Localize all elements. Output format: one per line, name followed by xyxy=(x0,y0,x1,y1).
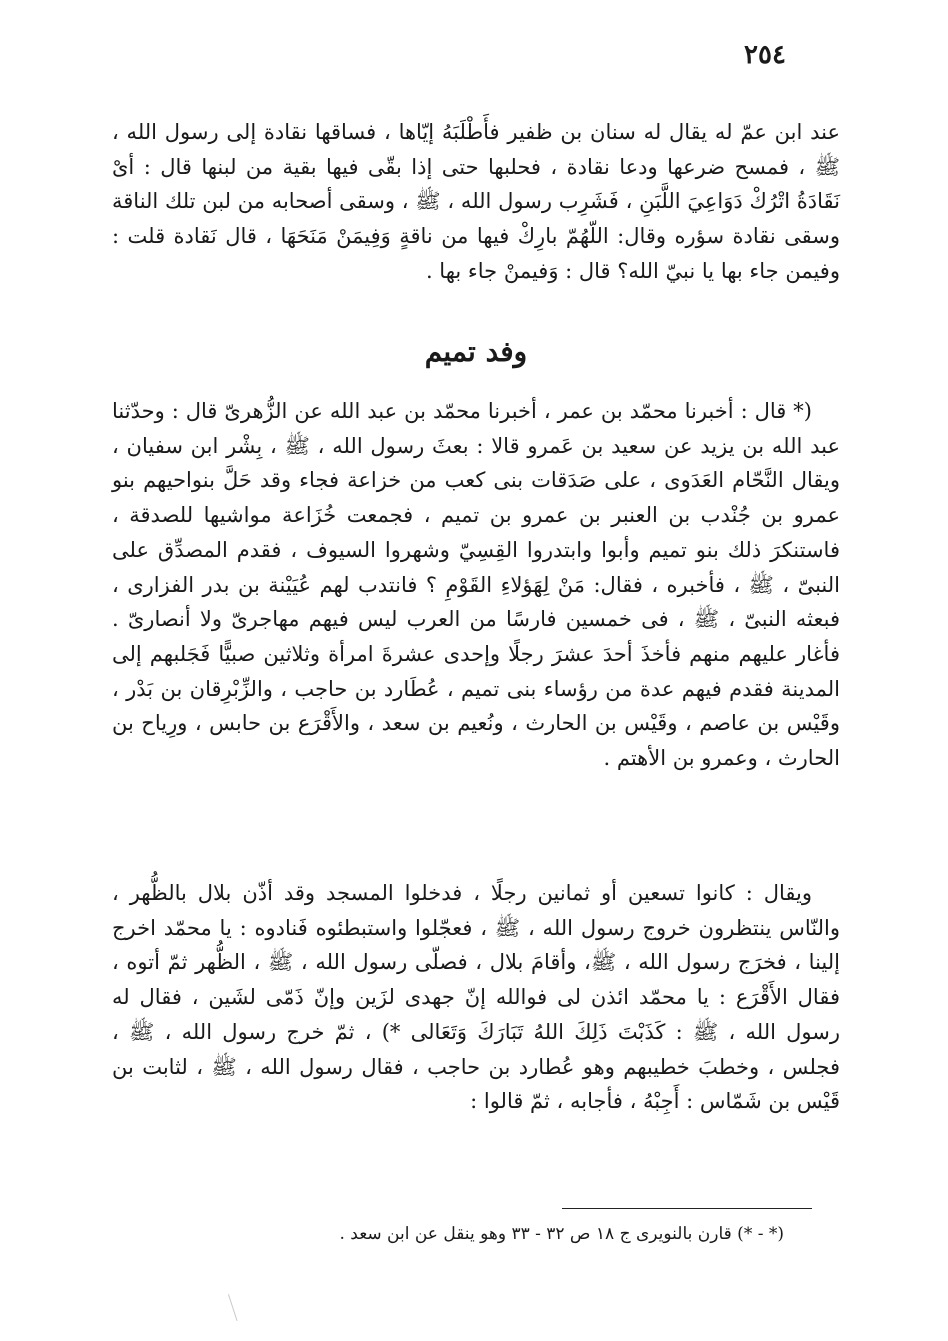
paragraph-delegation-account: (* قال : أخبرنا محمّد بن عمر ، أخبرنا محمّد بن عبد الله عن الزُّهرىّ قال : وحدّثنا عبد الله بن يزيد عن سعيد بن عَمرو قالا : بعثَ رسول الله ، ﷺ ، بِشْر ابن سفيان ، ويقال النَّحّام العَدَوى ، على صَدَقات بنى كعب من خزاعة فجاء وقد حَلَّ بنواحيهم بنو عمرو بن جُنْدب بن العنبر بن عمرو بن تميم ، فجمعت خُزَاعة مواشيها للصدقة ، فاستنكرَ ذلك بنو تميم وأبوا وابتدروا القِسِيّ وشهروا السيوف ، فقدم المصدِّق على النبىّ ، ﷺ ، فأخبره ، فقال: مَنْ لِهَؤلاءِ القَوْمِ ؟ فانتدب لهم عُيَيْنة بن بدر الفزارى ، فبعثه النبىّ ، ﷺ ، فى خمسين فارسًا من العرب ليس فيهم مهاجرىّ ولا أنصارىّ . فأغار عليهم منهم فأخذَ أحدَ عشرَ رجلًا وإحدى عشرةَ امرأة وثلاثين صبيًّا فَجَلبهم إلى المدينة فقدم فيهم عدة من رؤساء بنى تميم ، عُطَارد بن حاجب ، والزِّبْرِقان بن بَدْر ، وقَيْس بن عاصم ، وقَيْس بن الحارث ، ونُعيم بن سعد ، والأَقْرَع بن حابس ، ورِياح بن الحارث ، وعمرو بن الأهتم . xyxy=(112,399,840,771)
paragraph-mosque-account: ويقال : كانوا تسعين أو ثمانين رجلًا ، فدخلوا المسجد وقد أذّن بلال بالظُّهر ، والنّاس ينتظرون خروج رسول الله ، ﷺ ، فعجّلوا واستبطئوه فَنادوه : يا محمّد اخرج إلينا ، فخرَج رسول الله ، ﷺ، وأقامَ بلال ، فصلّى رسول الله ، ﷺ ، الظُّهر ثمّ أتوه ، فقال الأَقْرَع : يا محمّد ائذن لى فوالله إنّ جهدى لزَين وإنّ ذَمّى لشَين ، فقال له رسول الله ، ﷺ : كَذَبْتَ ذَلِكَ اللهُ تَبَارَكَ وَتَعَالى *) ، ثمّ خرج رسول الله ، ﷺ ، فجلس ، وخطبَ خطيبهم وهو عُطارد بن حاجب ، فقال رسول الله ، ﷺ ، لثابت بن قَيْس بن شَمّاس : أَجِبْهُ ، فأجابه ، ثمّ قالوا : xyxy=(112,881,840,1114)
footnote: (* - *) قارن بالنويرى ج ١٨ ص ٣٢ - ٣٣ وهو ينقل عن ابن سعد . xyxy=(339,1224,784,1244)
paragraph-opening: عند ابن عمّ له يقال له سنان بن ظفير فأَطْلَبَهُ إيّاها ، فساقها نقادة إلى رسول الله ، ﷺ ، فمسح ضرعها ودعا نقادة ، فحلبها حتى إذا بقّى فيها بقية من لبنها قال : أىْ نَقَادَةُ اتْرُكْ دَوَاعِيَ اللَّبَنِ ، فَشَرِب رسول الله ، ﷺ ، وسقى أصحابه من لبن تلك الناقة وسقى نقادة سؤره وقال: اللّهُمّ بارِكْ فيها من ناقةٍ وَفِيمَنْ مَنَحَهَا ، قال نَقادة قلت : وفيمن جاء بها يا نبيّ الله؟ قال : وَفيمنْ جاء بها . xyxy=(112,120,840,283)
scan-artifact xyxy=(228,1291,247,1321)
page-number: ٢٥٤ xyxy=(744,40,786,70)
section-heading: وفد تميم xyxy=(424,335,528,368)
footnote-divider xyxy=(562,1208,812,1209)
